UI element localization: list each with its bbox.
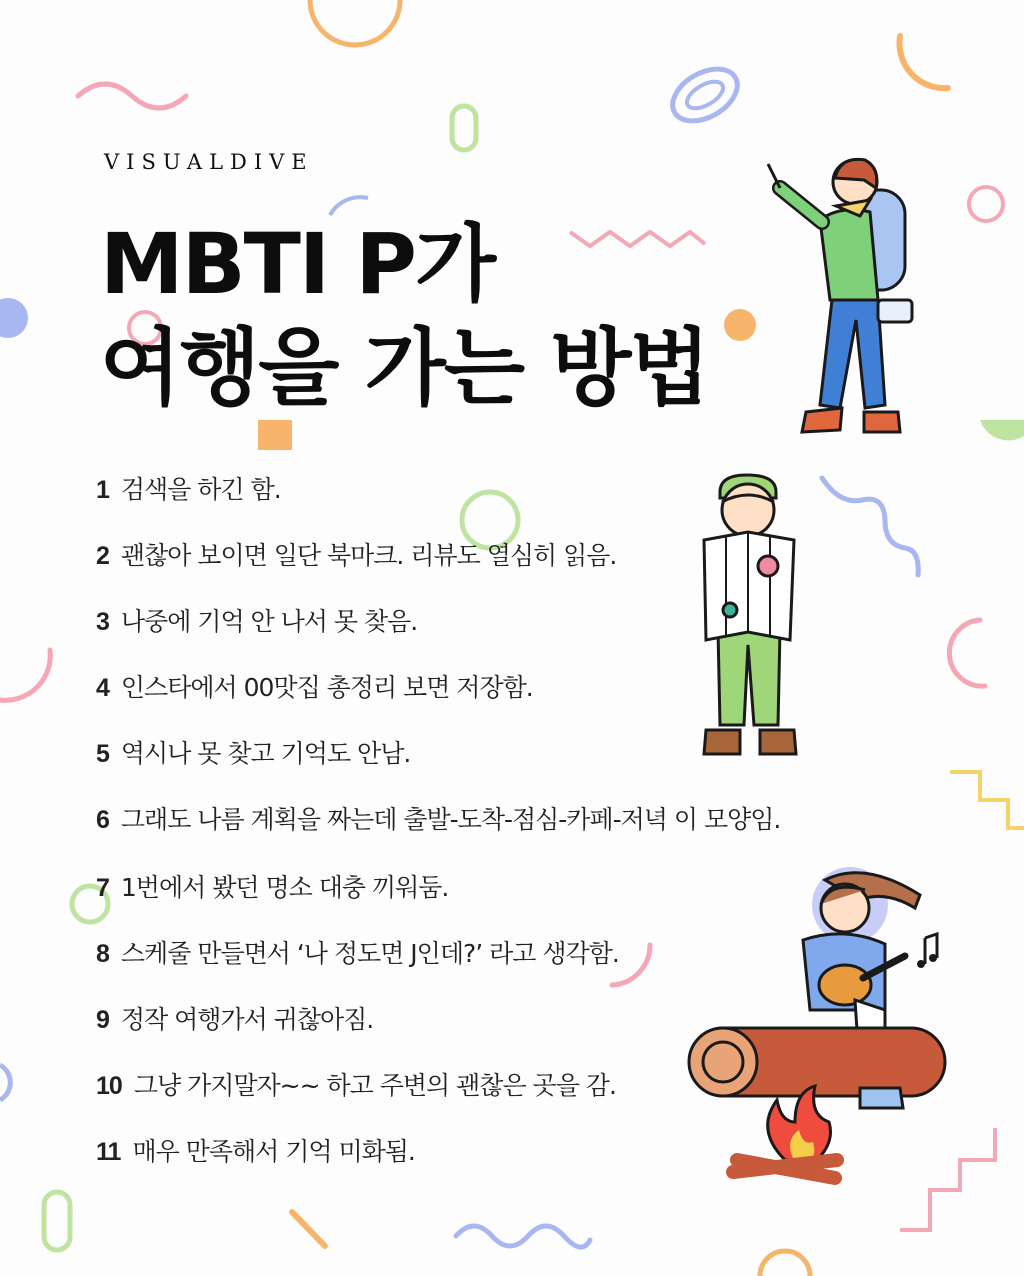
list-item: 7 1번에서 봤던 명소 대충 끼워둠. — [96, 873, 449, 902]
campfire-guitarist-illustration — [685, 860, 955, 1200]
list-item: 2 괜찮아 보이면 일단 북마크. 리뷰도 열심히 읽음. — [96, 541, 617, 570]
brand-logo: VISUALDIVE — [104, 150, 314, 174]
list-item: 3 나중에 기억 안 나서 못 찾음. — [96, 607, 418, 636]
list-item: 5 역시나 못 찾고 기억도 안남. — [96, 739, 411, 768]
list-item: 6 그래도 나름 계획을 짜는데 출발-도착-점심-카페-저녁 이 모양임. — [96, 805, 781, 834]
title-line-2: 여행을 가는 방법 — [100, 319, 709, 417]
title-line-1: MBTI P가 — [100, 215, 495, 313]
list-item: 4 인스타에서 00맛집 총정리 보면 저장함. — [96, 673, 533, 702]
list-item: 1 검색을 하긴 함. — [96, 475, 281, 504]
page-title — [100, 212, 709, 420]
hiker-illustration — [760, 150, 920, 440]
map-reader-illustration — [690, 470, 810, 760]
list-item: 11 매우 만족해서 기억 미화됨. — [96, 1137, 415, 1166]
list-item: 8 스케줄 만들면서 ‘나 정도면 J인데?’ 라고 생각함. — [96, 939, 619, 968]
list-item: 9 정작 여행가서 귀찮아짐. — [96, 1005, 374, 1034]
list-item: 10 그냥 가지말자~~ 하고 주변의 괜찮은 곳을 감. — [96, 1071, 616, 1100]
